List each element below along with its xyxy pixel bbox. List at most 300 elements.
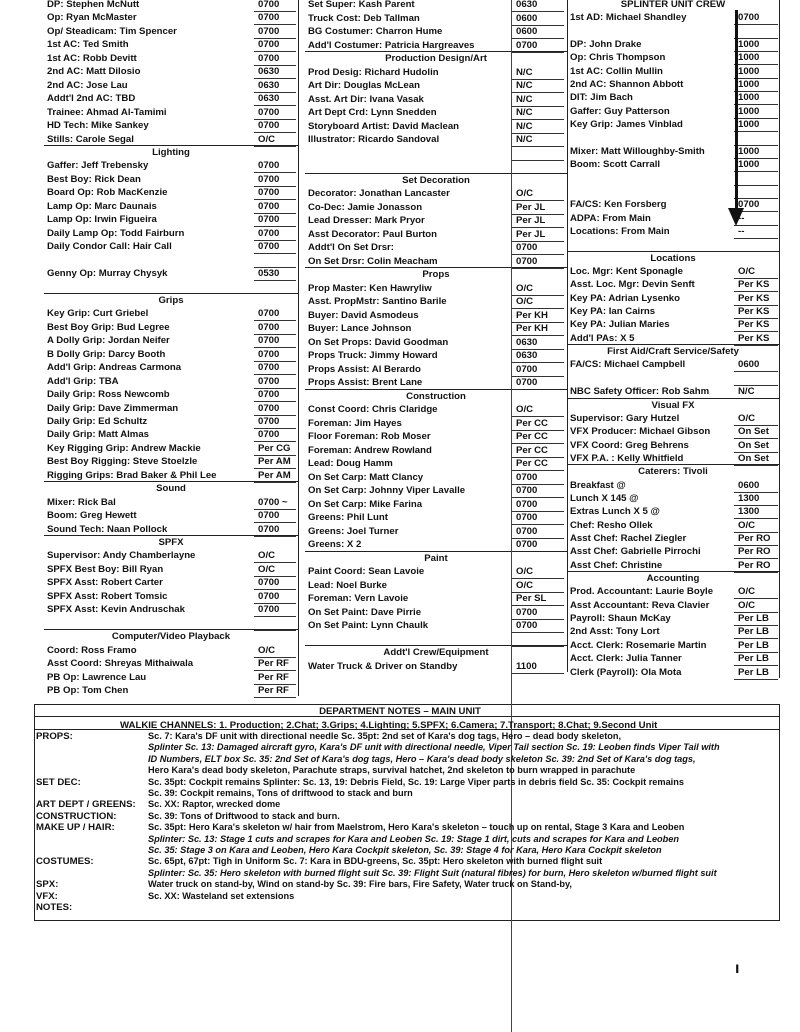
call-time: 0700: [738, 12, 760, 24]
section-title: Computer/Video Playback: [111, 631, 231, 643]
notes-top-border: [34, 704, 780, 705]
crew-name: Mixer: Rick Bal: [47, 496, 116, 508]
notes-dept-label: SPX:: [36, 879, 59, 891]
crew-name: BG Costumer: Charron Hume: [308, 26, 443, 37]
notes-line: Sc. 65pt, 67pt: Tigh in Uniform Sc. 7: Kara in BDU-greens, Sc. 35pt: Hero skeleton with burned flight suit: [148, 856, 603, 867]
call-time: 0700: [258, 335, 280, 347]
crew-name: VFX P.A. : Kelly Whitfield: [570, 452, 684, 464]
crew-name: Asst Coord: Shreyas Mithaiwala: [47, 658, 194, 670]
call-time: 0700: [516, 485, 538, 496]
call-time: O/C: [516, 566, 534, 577]
call-time: N/C: [516, 107, 533, 118]
notes-dept-label: ART DEPT / GREENS:: [36, 799, 136, 811]
call-time: Per LB: [738, 613, 769, 625]
walkie-channels: WALKIE CHANNELS: 1. Production; 2.Chat; 3.Grips; 4.Lighting; 5.SPFX; 6.Camera; 7.Transport; 8.Chat; 9.Second Unit: [120, 720, 658, 731]
call-time: O/C: [738, 266, 756, 277]
call-time: N/C: [516, 120, 533, 132]
call-time: 0700: [258, 106, 280, 118]
crew-name: FA/CS: Ken Forsberg: [570, 199, 667, 211]
crew-name: Loc. Mgr: Kent Sponagle: [570, 266, 683, 277]
call-time: Per KH: [516, 323, 548, 334]
crew-name: Asst Chef: Christine: [570, 559, 663, 571]
call-time: Per RO: [738, 559, 771, 571]
call-time: Per JL: [516, 215, 546, 226]
crew-name: Lamp Op: Marc Daunais: [47, 200, 157, 212]
crew-name: Lead: Doug Hamm: [308, 458, 393, 469]
section-title: Props: [422, 269, 450, 280]
crew-name: Add'l PAs: X 5: [570, 332, 635, 344]
crew-name: SPFX Asst: Robert Carter: [47, 577, 163, 589]
arrow-head-icon: [728, 208, 744, 226]
crew-name: PB Op: Lawrence Lau: [47, 671, 147, 683]
column-border: [779, 0, 780, 678]
call-time: O/C: [258, 563, 276, 575]
call-time: 0630: [516, 350, 538, 361]
notes-line: Splinter: Sc. 35: Hero skeleton with burned flight suit Sc. 39: Flight Suit (natural fibres) for burn, Hero skeleton w/burned flight suit: [148, 867, 717, 878]
section-title: Production Design/Art: [385, 53, 487, 64]
notes-line: Sc. XX: Wasteland set extensions: [148, 890, 295, 901]
call-time: 0700: [258, 604, 280, 616]
crew-name: 1st AC: Ted Smith: [47, 39, 129, 51]
crew-name: 1st AC: Robb Devitt: [47, 52, 137, 64]
notes-line: Splinter: Sc. 13: Stage 1 cuts and scrapes for Kara and Leoben Sc. 19: Stage 1 dirt, cuts and scrapes for Kara and Leoben: [148, 833, 679, 844]
crew-name: Props Truck: Jimmy Howard: [308, 350, 438, 361]
call-time: 0700: [258, 214, 280, 226]
notes-left-border: [34, 704, 35, 920]
crew-name: 2nd AC: Jose Lau: [47, 79, 128, 91]
notes-bottom-border: [34, 920, 780, 921]
call-time: 0700: [258, 415, 280, 427]
crew-name: Daily Grip: Dave Zimmerman: [47, 402, 179, 414]
notes-dept-label: MAKE UP / HAIR:: [36, 822, 115, 834]
notes-line: Sc. 35pt: Hero Kara's skeleton w/ hair from Maelstrom, Hero Kara's skeleton – touch up on rental, Stage 3 Kara and Leoben: [148, 822, 685, 833]
crew-row: [305, 659, 567, 674]
crew-name: Asst Accountant: Reva Clavier: [570, 599, 710, 611]
crew-name: A Dolly Grip: Jordan Neifer: [47, 335, 170, 347]
call-time: N/C: [516, 80, 533, 91]
call-time: Per AM: [258, 469, 291, 481]
call-time: 0700: [258, 25, 280, 37]
call-time: 1000: [738, 159, 760, 171]
crew-name: ADPA: From Main: [570, 212, 651, 224]
notes-line: Sc. XX: Raptor, wrecked dome: [148, 799, 281, 810]
crew-name: Decorator: Jonathan Lancaster: [308, 188, 450, 199]
call-time: 0600: [516, 12, 538, 24]
call-time: --: [738, 212, 745, 224]
call-time: On Set: [738, 439, 769, 451]
call-time: 0700: [516, 539, 538, 550]
call-time: 0700: [258, 173, 280, 185]
call-time: N/C: [516, 134, 533, 145]
crew-name: Prod. Accountant: Laurie Boyle: [570, 586, 714, 598]
call-time: Per KS: [738, 306, 770, 318]
crew-name: Truck Cost: Deb Tallman: [308, 12, 420, 24]
crew-name: Asst Chef: Gabrielle Pirrochi: [570, 546, 701, 558]
call-time: Per JL: [516, 201, 546, 213]
call-time: 1000: [738, 119, 760, 131]
crew-name: DIT: Jim Bach: [570, 92, 633, 104]
call-time: 0700: [258, 227, 280, 239]
crew-name: Key Grip: James Vinblad: [570, 119, 683, 131]
crew-name: 2nd AC: Shannon Abbott: [570, 79, 684, 91]
crew-name: Best Boy Grip: Bud Legree: [47, 321, 170, 333]
crew-name: Key PA: Adrian Lysenko: [570, 292, 680, 304]
section-title: Sound: [156, 483, 186, 495]
crew-name: Rigging Grips: Brad Baker & Phil Lee: [47, 469, 217, 481]
crew-name: 2nd AC: Matt Dilosio: [47, 66, 141, 78]
call-time: Per JL: [516, 228, 546, 240]
notes-dept-label: VFX:: [36, 890, 58, 902]
crew-name: Boom: Scott Carrall: [570, 159, 661, 171]
call-time: O/C: [516, 188, 534, 199]
crew-name: Prod Desig: Richard Hudolin: [308, 66, 439, 78]
section-title: Locations: [650, 252, 696, 264]
notes-right-border: [779, 704, 780, 920]
call-time: 0700: [258, 120, 280, 132]
call-time: Per RF: [258, 684, 289, 696]
notes-line: Sc. 39: Cockpit remains, Tons of driftwood to stack and burn: [148, 788, 413, 798]
section-title: Accounting: [646, 573, 700, 585]
crew-name: Buyer: Lance Johnson: [308, 323, 412, 334]
crew-name: Lamp Op: Irwin Figueira: [47, 214, 157, 226]
crew-name: Add'l Grip: Andreas Carmona: [47, 362, 182, 374]
crew-name: Extras Lunch X 5 @: [570, 506, 660, 518]
call-time: 0700: [516, 512, 538, 523]
call-time: Per SL: [516, 593, 547, 604]
crew-name: Foreman: Vern Lavoie: [308, 593, 409, 604]
call-time: 0630: [258, 93, 280, 105]
section-title: Addt'l Crew/Equipment: [383, 647, 489, 658]
crew-name: Props Assist: Al Berardo: [308, 363, 421, 375]
crew-name: DP: Stephen McNutt: [47, 0, 140, 10]
crew-name: Foreman: Andrew Rowland: [308, 444, 432, 456]
crew-name: B Dolly Grip: Darcy Booth: [47, 348, 166, 360]
crew-name: Art Dept Crd: Lynn Snedden: [308, 107, 437, 118]
crew-name: 1st AD: Michael Shandley: [570, 12, 687, 24]
call-time: O/C: [516, 404, 534, 415]
call-time: 0700: [258, 308, 280, 320]
crew-name: Locations: From Main: [570, 225, 670, 237]
crew-name: Asst. Art Dir: Ivana Vasak: [308, 93, 424, 105]
crew-name: SPFX Best Boy: Bill Ryan: [47, 563, 164, 575]
call-time: O/C: [738, 412, 756, 424]
call-time: Per RO: [738, 533, 771, 544]
crew-name: Asst Decorator: Paul Burton: [308, 228, 438, 240]
crew-name: Prop Master: Ken Hawryliw: [308, 282, 432, 294]
crew-name: On Set Props: David Goodman: [308, 336, 449, 348]
crew-name: Lead Dresser: Mark Pryor: [308, 215, 425, 226]
crew-name: Boom: Greg Hewett: [47, 510, 137, 522]
call-time: Per KS: [738, 319, 770, 331]
call-time: 1000: [738, 145, 760, 157]
call-time: 0700: [258, 187, 280, 199]
crew-name: Asst. Loc. Mgr: Devin Senft: [570, 279, 695, 291]
call-time: Per CC: [516, 444, 548, 456]
call-time: 0700: [516, 620, 538, 631]
crew-name: On Set Carp: Mike Farina: [308, 498, 423, 510]
call-time: Per KH: [516, 309, 548, 321]
call-time: Per LB: [738, 639, 769, 651]
crew-name: On Set Drsr: Colin Meacham: [308, 255, 438, 267]
crew-name: Const Coord: Chris Claridge: [308, 404, 438, 415]
call-time: 0700: [516, 255, 538, 267]
crew-name: Buyer: David Asmodeus: [308, 309, 419, 321]
call-time: 0700: [516, 606, 538, 618]
call-time: Per KS: [738, 332, 770, 344]
crew-name: Acct. Clerk: Rosemarie Martin: [570, 639, 707, 651]
call-time: N/C: [738, 386, 755, 398]
section-title: First Aid/Craft Service/Safety: [607, 346, 739, 358]
call-time: 0700: [258, 362, 280, 374]
crew-name: Add'l Grip: TBA: [47, 375, 119, 387]
call-time: Per KS: [738, 279, 770, 291]
crew-name: Floor Foreman: Rob Moser: [308, 431, 431, 442]
call-time: N/C: [516, 93, 533, 105]
call-time: 0700: [738, 199, 760, 211]
call-time: 0700: [258, 429, 280, 441]
call-time: O/C: [738, 599, 756, 611]
crew-name: Storyboard Artist: David Maclean: [308, 120, 460, 132]
call-time: On Set: [738, 452, 769, 464]
crew-name: Greens: X 2: [308, 539, 362, 550]
call-time: Per CC: [516, 458, 548, 469]
crew-name: HD Tech: Mike Sankey: [47, 120, 149, 132]
ink-mark: ı: [735, 960, 740, 977]
call-time: Per RO: [738, 546, 771, 558]
call-time: 0700 ~: [258, 496, 288, 508]
crew-name: PB Op: Tom Chen: [47, 684, 129, 696]
crew-name: Op: Ryan McMaster: [47, 12, 137, 24]
notes-dept-label: COSTUMES:: [36, 856, 94, 868]
crew-name: On Set Carp: Johnny Viper Lavalle: [308, 485, 466, 496]
crew-name: Add'l Costumer: Patricia Hargreaves: [308, 39, 475, 51]
call-time: 0630: [258, 79, 280, 91]
call-time: 0700: [258, 590, 280, 602]
crew-name: Water Truck & Driver on Standby: [308, 660, 458, 672]
call-time: O/C: [738, 586, 756, 598]
crew-name: Key Rigging Grip: Andrew Mackie: [47, 442, 201, 454]
column-border: [298, 0, 299, 696]
call-time: 0700: [258, 39, 280, 51]
call-time: On Set: [738, 426, 769, 438]
crew-name: SPFX Asst: Robert Tomsic: [47, 590, 168, 602]
call-time: 0700: [258, 402, 280, 414]
crew-name: Mixer: Matt Willoughby-Smith: [570, 145, 705, 157]
section-title: Grips: [158, 294, 184, 306]
call-time: 0700: [258, 523, 280, 535]
call-time: 0700: [516, 525, 538, 537]
crew-name: Chef: Resho Ollek: [570, 519, 653, 531]
section-title: Lighting: [152, 146, 190, 158]
crew-name: Supervisor: Andy Chamberlayne: [47, 550, 196, 562]
notes-line: Sc. 35pt: Cockpit remains Splinter: Sc. 13, 19: Debris Field, Sc. 19: Large Viper parts in debris field Sc. 35: Cockpit remains: [148, 776, 684, 787]
call-time: Per KS: [738, 292, 770, 304]
crew-name: VFX Coord: Greg Behrens: [570, 439, 689, 451]
notes-line: Water truck on stand-by, Wind on stand-by Sc. 39: Fire bars, Fire Safety, Water truck on Stand-by,: [148, 879, 572, 890]
crew-name: Greens: Joel Turner: [308, 525, 399, 537]
call-time: 0600: [738, 359, 760, 371]
call-time: 0630: [258, 66, 280, 78]
crew-name: Trainee: Ahmad Al-Tamimi: [47, 106, 167, 118]
call-time: 0700: [258, 577, 280, 589]
section-title: Paint: [424, 552, 448, 564]
call-time: 0630: [516, 0, 538, 10]
crew-name: Lunch X 145 @: [570, 492, 639, 504]
call-time: O/C: [738, 519, 756, 531]
crew-name: Key PA: Ian Cairns: [570, 306, 656, 318]
crew-name: FA/CS: Michael Campbell: [570, 359, 686, 371]
call-time: 0700: [258, 160, 280, 172]
crew-name: Sound Tech: Naan Pollock: [47, 523, 168, 535]
crew-name: Daily Grip: Matt Almas: [47, 429, 149, 441]
call-time: 0700: [258, 510, 280, 522]
crew-name: SPFX Asst: Kevin Andruschak: [47, 604, 185, 616]
call-time: 0700: [258, 375, 280, 387]
call-time: 1300: [738, 506, 760, 518]
call-time: Per CC: [516, 431, 548, 442]
call-time: 0700: [258, 12, 280, 24]
call-time: 1000: [738, 52, 760, 64]
call-time: 0700: [516, 377, 538, 388]
call-time: O/C: [516, 579, 534, 591]
call-time: Per RF: [258, 658, 289, 670]
call-time: 0530: [258, 268, 280, 279]
crew-name: Co-Dec: Jamie Jonasson: [308, 201, 423, 213]
crew-row: [44, 683, 298, 698]
crew-row: [567, 665, 779, 680]
call-time: 0700: [516, 39, 538, 51]
call-time: 0700: [258, 52, 280, 64]
call-time: 1100: [516, 660, 537, 672]
crew-name: Daily Lamp Op: Todd Fairburn: [47, 227, 185, 239]
notes-line: Sc. 39: Tons of Driftwood to stack and burn.: [148, 810, 340, 821]
crew-name: Acct. Clerk: Julia Tanner: [570, 653, 682, 665]
notes-dept-label: NOTES:: [36, 902, 73, 913]
crew-name: Foreman: Jim Hayes: [308, 417, 402, 429]
crew-name: On Set Paint: Dave Pirrie: [308, 606, 422, 618]
crew-name: Supervisor: Gary Hutzel: [570, 412, 680, 424]
crew-name: Best Boy Rigging: Steve Stoelzle: [47, 456, 198, 468]
crew-name: Asst. PropMstr: Santino Barile: [308, 296, 447, 307]
crew-name: Paint Coord: Sean Lavoie: [308, 566, 425, 577]
section-title: Visual FX: [651, 399, 695, 411]
notes-line: ID Numbers, ELT box Sc. 35: 2nd Set of Kara's dog tags, Hero – Kara's dead body skeleton Sc. 39: 2nd Set of Kara's dog tags,: [148, 753, 696, 764]
call-time: 0700: [258, 389, 280, 401]
crew-name: 1st AC: Collin Mullin: [570, 65, 663, 77]
crew-name: Gaffer: Guy Patterson: [570, 105, 670, 117]
section-title: Set Decoration: [402, 174, 470, 186]
notes-dept-label: SET DEC:: [36, 776, 81, 788]
call-time: 0700: [516, 471, 538, 483]
call-time: O/C: [516, 282, 534, 294]
crew-name: Stills: Carole Segal: [47, 133, 134, 145]
crew-name: Asst Chef: Rachel Ziegler: [570, 533, 687, 544]
call-time: 1000: [738, 105, 760, 117]
call-time: 1000: [738, 39, 760, 51]
call-time: N/C: [516, 66, 533, 78]
crew-name: Gaffer: Jeff Trebensky: [47, 160, 149, 172]
call-time: 1000: [738, 65, 760, 77]
notes-line: Sc. 7: Kara's DF unit with directional needle Sc. 35pt: 2nd set of Kara's dog tags, Hero – dead body skeleton,: [148, 731, 622, 741]
call-time: 0700: [258, 0, 280, 10]
notes-dept-label: CONSTRUCTION:: [36, 810, 117, 822]
call-time: 0700: [516, 363, 538, 375]
section-title: Caterers: Tivoli: [638, 466, 708, 478]
notes-line: Sc. 35: Stage 3 on Kara and Leoben, Hero Kara Cockpit skeleton, Sc. 39: Stage 4 for Kara, Hero Kara Cockpit skeleton: [148, 845, 662, 855]
notes-dept-label: PROPS:: [36, 731, 73, 742]
crew-name: Clerk (Payroll): Ola Mota: [570, 666, 682, 678]
call-time: 0700: [516, 242, 538, 253]
notes-line: Hero Kara's dead body skeleton, Parachute straps, survival hatchet, 2nd skeleton to burn wrapped in parachute: [148, 765, 636, 776]
call-time: Per LB: [738, 626, 769, 638]
crew-name: Best Boy: Rick Dean: [47, 173, 141, 185]
crew-name: Lead: Noel Burke: [308, 579, 387, 591]
call-time: Per LB: [738, 653, 769, 665]
crew-name: Daily Grip: Ed Schultz: [47, 415, 148, 427]
call-time: 0700: [258, 348, 280, 360]
call-time: Per AM: [258, 456, 291, 468]
call-time: 0700: [258, 200, 280, 212]
crew-name: Coord: Ross Framo: [47, 644, 137, 656]
call-time: 0700: [258, 321, 280, 333]
crew-name: Breakfast @: [570, 479, 626, 491]
call-time: Per RF: [258, 671, 289, 683]
crew-name: Genny Op: Murray Chysyk: [47, 268, 168, 279]
crew-name: Op: Chris Thompson: [570, 52, 666, 64]
notes-line: Splinter Sc. 13: Damaged aircraft gyro, Kara's DF unit with directional needle, Viper Tail section Sc. 19: Leoben finds Viper Tail with: [148, 742, 720, 753]
call-time: 0700: [516, 498, 538, 510]
crew-name: Addt'l On Set Drsr:: [308, 242, 394, 253]
crew-name: Key PA: Julian Maries: [570, 319, 670, 331]
crew-name: Props Assist: Brent Lane: [308, 377, 423, 388]
crew-name: Op/ Steadicam: Tim Spencer: [47, 25, 177, 37]
department-notes-title: DEPARTMENT NOTES – MAIN UNIT: [319, 706, 481, 717]
crew-name: Board Op: Rob MacKenzie: [47, 187, 168, 199]
call-time: Per CG: [258, 442, 291, 454]
call-time: Per LB: [738, 666, 769, 678]
crew-name: NBC Safety Officer: Rob Sahm: [570, 386, 710, 398]
crew-name: On Set Carp: Matt Clancy: [308, 471, 424, 483]
section-title: Construction: [406, 390, 466, 402]
call-time: Per CC: [516, 417, 548, 429]
crew-name: Set Super: Kash Parent: [308, 0, 415, 10]
call-time: 1000: [738, 79, 760, 91]
call-time: 1000: [738, 92, 760, 104]
call-time: O/C: [516, 296, 534, 307]
call-time: 1300: [738, 492, 760, 504]
crew-name: Illustrator: Ricardo Sandoval: [308, 134, 440, 145]
call-time: --: [738, 225, 745, 237]
crew-name: DP: John Drake: [570, 39, 642, 51]
call-time: 0600: [516, 26, 538, 37]
crew-name: Payroll: Shaun McKay: [570, 613, 671, 625]
section-title: SPLINTER UNIT CREW: [620, 0, 726, 10]
crew-name: On Set Paint: Lynn Chaulk: [308, 620, 429, 631]
call-time: O/C: [258, 133, 276, 145]
crew-name: Addt'l 2nd AC: TBD: [47, 93, 136, 105]
crew-name: Greens: Phil Lunt: [308, 512, 388, 523]
call-time: 0630: [516, 336, 538, 348]
crew-name: 2nd Asst: Tony Lort: [570, 626, 660, 638]
call-time: 0700: [258, 241, 280, 253]
call-time: 0600: [738, 479, 760, 491]
crew-name: Daily Grip: Ross Newcomb: [47, 389, 170, 401]
arrow-down-icon: [735, 10, 738, 210]
crew-name: Daily Condor Call: Hair Call: [47, 241, 172, 253]
section-title: SPFX: [158, 537, 184, 548]
call-time: O/C: [258, 550, 276, 562]
crew-name: Key Grip: Curt Griebel: [47, 308, 149, 320]
